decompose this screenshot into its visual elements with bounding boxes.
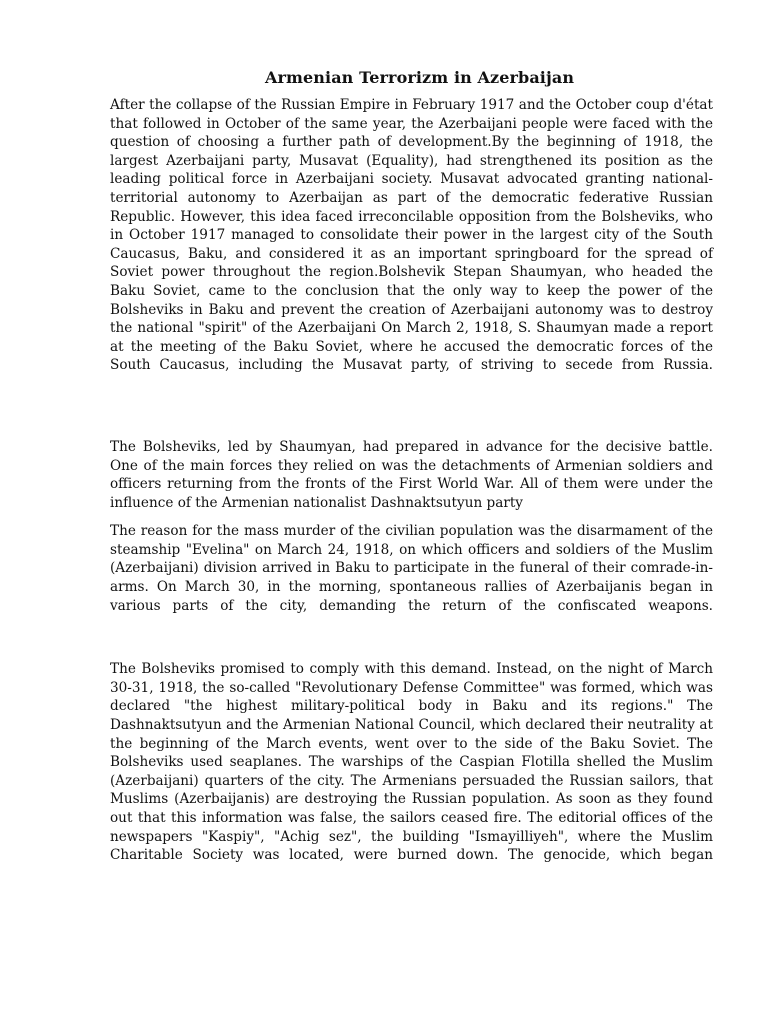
paragraph-4: The Bolsheviks promised to comply with this demand. Instead, on the night of March 30-31, 1918, the so-called "Revolutionary Defense Committee" was formed, which was declared "the highest military-political body in Baku and its regions." The Dashnaktsutyun and the Armenian National Council, which declared their neutrality at the beginning of the March events, went over to the side of the Baku Soviet. The Bolsheviks used seaplanes. The warships of the Caspian Flotilla shelled the Muslim (Azerbaijani) quarters of the city. The Armenians persuaded the Russian sailors, that Muslims (Azerbaijanis) are destroying the Russian population. As soon as they found out that this information was false, the sailors ceased fire. The editorial offices of the newspapers "Kaspiy", "Achig sez", the building "Ismayilliyeh", where the Muslim Charitable Society was located, were burned down. The genocide, which began [110,661,713,864]
paragraph-2: The Bolsheviks, led by Shaumyan, had prepared in advance for the decisive battle. One of the main forces they relied on was the detachments of Armenian soldiers and officers returning from the fronts of the First World War. All of them were under the influence of the Armenian nationalist Dashnaktsutyun party [110,438,713,511]
paragraph-1: After the collapse of the Russian Empire in February 1917 and the October coup d'état that followed in October of the same year, the Azerbaijani people were faced with the question of choosing a further path of development.By the beginning of 1918, the largest Azerbaijani party, Musavat (Equality), had strengthened its position as the leading political force in Azerbaijani society. Musavat advocated granting national-territorial autonomy to Azerbaijan as part of the democratic federative Russian Republic. However, this idea faced irreconcilable opposition from the Bolsheviks, who in October 1917 managed to consolidate their power in the largest city of the South Caucasus, Baku, and considered it as an important springboard for the spread of Soviet power throughout the region.Bolshevik Stepan Shaumyan, who headed the Baku Soviet, came to the conclusion that the only way to keep the power of the Bolsheviks in Baku and prevent the creation of Azerbaijani autonomy was to destroy the national "spirit" of the Azerbaijani On March 2, 1918, S. Shaumyan made a report at the meeting of the Baku Soviet, where he accused the democratic forces of the South Caucasus, including the Musavat party, of striving to secede from Russia. [110,97,713,374]
paragraph-3: The reason for the mass murder of the civilian population was the disarmament of the steamship "Evelina" on March 24, 1918, on which officers and soldiers of the Muslim (Azerbaijani) division arrived in Baku to participate in the funeral of their comrade-in-arms. On March 30, in the morning, spontaneous rallies of Azerbaijanis began in various parts of the city, demanding the return of the confiscated weapons. [110,523,713,614]
document-title: Armenian Terrorizm in Azerbaijan [264,68,575,87]
document-page [110,66,713,865]
